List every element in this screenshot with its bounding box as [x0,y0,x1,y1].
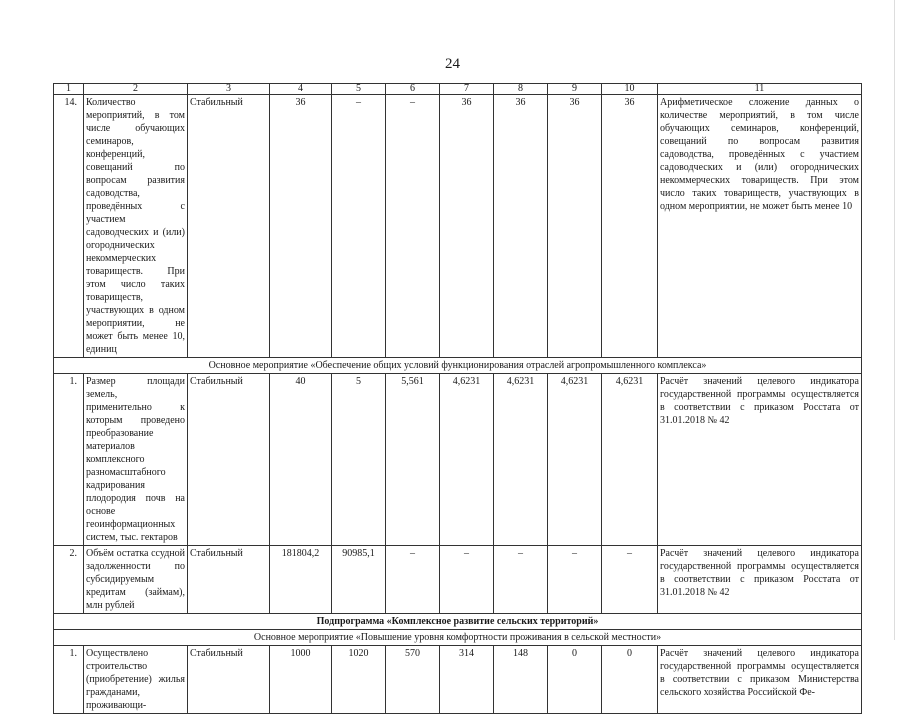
row-number: 2. [54,546,84,614]
calculation-method: Расчёт значений целевого индикатора государственной программы осуществляется в соответствии с приказом Росстата от 31.01.2018 № 42 [658,374,862,546]
value-7: 314 [440,646,494,714]
section-title: Основное мероприятие «Обеспечение общих условий функционирования отраслей агропромышленного комплекса» [54,358,862,374]
value-10: 0 [602,646,658,714]
value-7: 36 [440,95,494,358]
header-cell: 8 [494,84,548,95]
table-row [54,646,862,714]
table-row [54,546,862,614]
row-number: 14. [54,95,84,358]
table-row [54,374,862,546]
value-5: 5 [332,374,386,546]
indicator-type: Стабильный [188,546,270,614]
value-7: 4,6231 [440,374,494,546]
indicator-type: Стабильный [188,374,270,546]
value-6: 570 [386,646,440,714]
value-9: – [548,546,602,614]
value-8: 4,6231 [494,374,548,546]
table-row [54,95,862,358]
indicator-name: Объём остатка ссудной задолженности по субсидируемым кредитам (займам), млн рублей [84,546,188,614]
value-9: 4,6231 [548,374,602,546]
header-cell: 5 [332,84,386,95]
value-9: 36 [548,95,602,358]
indicator-name: Количество мероприятий, в том числе обучающих семинаров, конференций, совещаний по вопросам развития садоводства, проведённых с участием садоводческих и (или) огороднических некоммерческих товариществ. При этом число таких товариществ, участвующих в одном мероприятии, не может быть менее 10, единиц [84,95,188,358]
value-10: – [602,546,658,614]
value-4: 1000 [270,646,332,714]
header-cell: 2 [84,84,188,95]
section-row [54,630,862,646]
calculation-method: Расчёт значений целевого индикатора государственной программы осуществляется в соответствии с приказом Росстата от 31.01.2018 № 42 [658,546,862,614]
page-number: 24 [445,56,460,72]
value-10: 36 [602,95,658,358]
page-edge [894,0,895,640]
value-4: 36 [270,95,332,358]
value-5: – [332,95,386,358]
value-8: 36 [494,95,548,358]
header-cell: 6 [386,84,440,95]
value-8: 148 [494,646,548,714]
subprogram-row [54,614,862,630]
indicator-type: Стабильный [188,646,270,714]
header-cell: 9 [548,84,602,95]
value-5: 1020 [332,646,386,714]
calculation-method: Расчёт значений целевого индикатора государственной программы осуществляется в соответствии с приказом Министерства сельского хозяйства Российской Фе- [658,646,862,714]
value-6: 5,561 [386,374,440,546]
value-6: – [386,95,440,358]
subprogram-title: Подпрограмма «Комплексное развитие сельских территорий» [54,614,862,630]
header-cell: 4 [270,84,332,95]
row-number: 1. [54,646,84,714]
header-cell: 11 [658,84,862,95]
header-row [54,84,862,95]
indicator-name: Осуществлено строительство (приобретение) жилья гражданами, проживающи- [84,646,188,714]
indicator-name: Размер площади земель, применительно к которым проведено преобразование материалов комплексного разномасштабного кадрирования плодородия почв на основе геоинформационных систем, тыс. гектаров [84,374,188,546]
value-9: 0 [548,646,602,714]
section-title: Основное мероприятие «Повышение уровня комфортности проживания в сельской местности» [54,630,862,646]
header-cell: 10 [602,84,658,95]
indicators-table [53,83,862,714]
header-cell: 1 [54,84,84,95]
value-5: 90985,1 [332,546,386,614]
calculation-method: Арифметическое сложение данных о количестве мероприятий, в том числе обучающих семинаров, конференций, совещаний по вопросам развития садоводства, проведённых с участием садоводческих и (или) огороднических некоммерческих товариществ. При этом число таких товариществ, участвующих в одном мероприятии, не может быть менее 10 [658,95,862,358]
value-4: 40 [270,374,332,546]
section-row [54,358,862,374]
indicator-type: Стабильный [188,95,270,358]
value-6: – [386,546,440,614]
value-7: – [440,546,494,614]
header-cell: 3 [188,84,270,95]
value-8: – [494,546,548,614]
value-10: 4,6231 [602,374,658,546]
header-cell: 7 [440,84,494,95]
value-4: 181804,2 [270,546,332,614]
row-number: 1. [54,374,84,546]
